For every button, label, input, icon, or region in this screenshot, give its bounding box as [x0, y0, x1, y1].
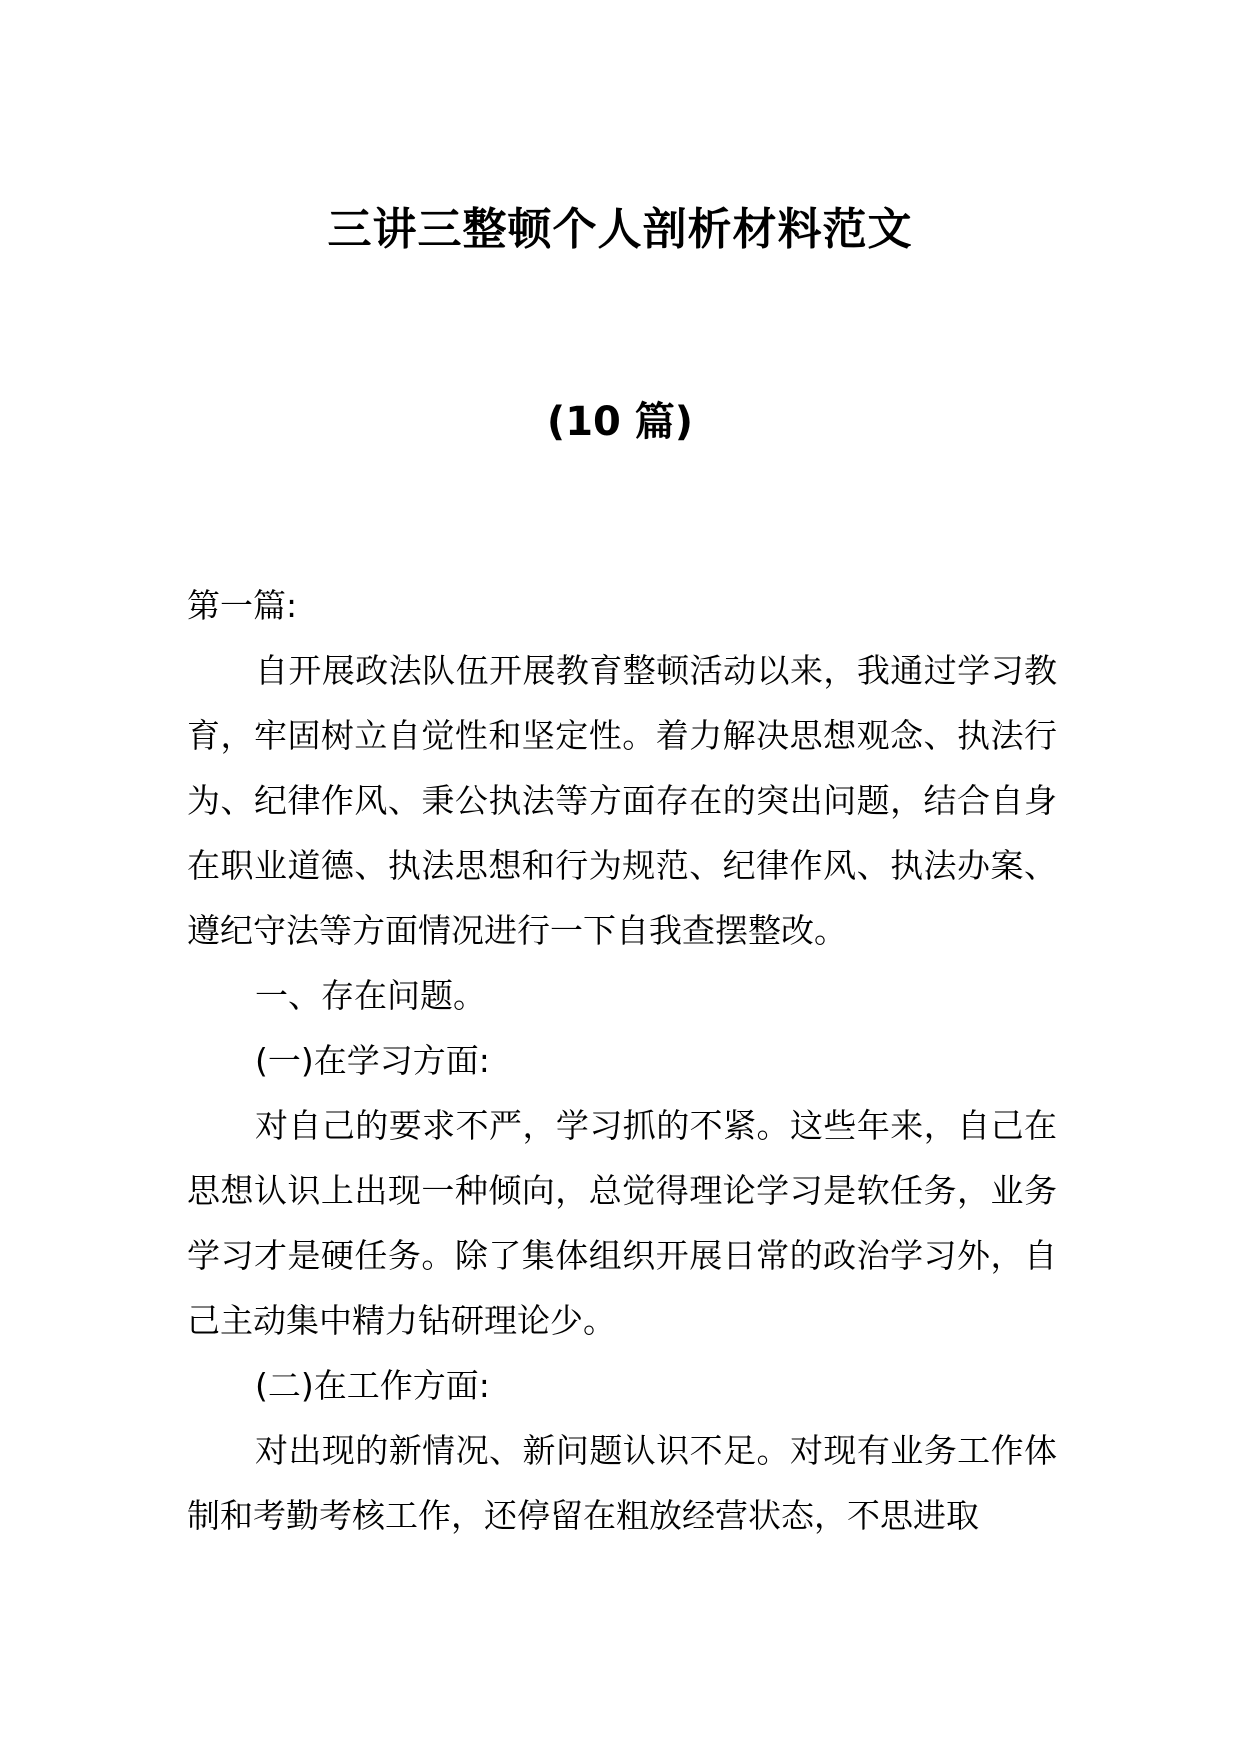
heading-problems: 一、存在问题。 — [255, 976, 486, 1015]
paragraph-intro: 自开展政法队伍开展教育整顿活动以来，我通过学习教育，牢固树立自觉性和坚定性。着力解决思想观念、执法行为、纪律作风、秉公执法等方面存在的突出问题，结合自身在职业道德、执法思想和行为规范、纪律作风、执法办案、遵纪守法等方面情况进行一下自我查摆整改。 — [187, 651, 1057, 950]
paragraph-work: 对出现的新情况、新问题认识不足。对现有业务工作体制和考勤考核工作，还停留在粗放经营状态，不思进取 — [187, 1431, 1057, 1535]
paragraph-study: 对自己的要求不严，学习抓的不紧。这些年来，自己在思想认识上出现一种倾向，总觉得理论学习是软任务，业务学习才是硬任务。除了集体组织开展日常的政治学习外，自己主动集中精力钻研理论少。 — [187, 1106, 1057, 1340]
section-label: 第一篇: — [187, 586, 298, 625]
document-title: 三讲三整顿个人剖析材料范文 — [327, 204, 913, 255]
heading-work: (二)在工作方面: — [255, 1366, 490, 1405]
heading-study: (一)在学习方面: — [255, 1041, 490, 1080]
document-subtitle: (10 篇) — [546, 399, 694, 445]
document-body — [187, 573, 1057, 1548]
